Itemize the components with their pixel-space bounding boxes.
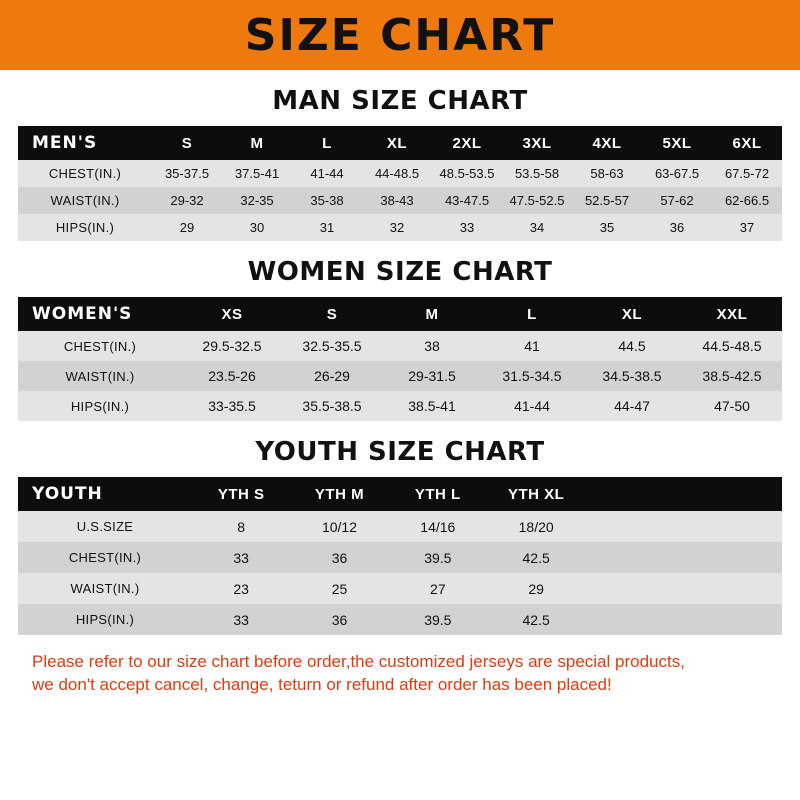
- men-col-5xl: 5XL: [642, 126, 712, 160]
- women-hips-s: 35.5-38.5: [282, 391, 382, 421]
- women-corner-label: WOMEN'S: [18, 297, 182, 331]
- page-banner: [0, 0, 800, 70]
- youth-chest-s: 33: [192, 542, 290, 573]
- men-chest-m: 37.5-41: [222, 160, 292, 187]
- youth-size-table: [18, 477, 782, 635]
- youth-corner-label: YOUTH: [18, 477, 192, 511]
- page-title: SIZE CHART: [244, 9, 556, 61]
- women-col-xl: XL: [582, 297, 682, 331]
- women-section-title: WOMEN SIZE CHART: [247, 257, 553, 287]
- men-col-6xl: 6XL: [712, 126, 782, 160]
- men-corner-label: MEN'S: [18, 126, 152, 160]
- women-col-s: S: [282, 297, 382, 331]
- women-chest-xxl: 44.5-48.5: [682, 331, 782, 361]
- men-chest-l: 41-44: [292, 160, 362, 187]
- men-chest-5xl: 63-67.5: [642, 160, 712, 187]
- men-size-table: [18, 126, 782, 241]
- table-row: [18, 542, 782, 573]
- table-row: [18, 187, 782, 214]
- youth-waist-m: 25: [290, 573, 388, 604]
- women-hips-xs: 33-35.5: [182, 391, 282, 421]
- men-waist-4xl: 52.5-57: [572, 187, 642, 214]
- women-col-xxl: XXL: [682, 297, 782, 331]
- women-row-label-waist: WAIST(IN.): [18, 361, 182, 391]
- youth-ussize-blank-2: [684, 511, 782, 542]
- youth-hips-m: 36: [290, 604, 388, 635]
- women-table-head: [18, 297, 782, 331]
- youth-chest-blank-2: [684, 542, 782, 573]
- men-waist-6xl: 62-66.5: [712, 187, 782, 214]
- women-col-m: M: [382, 297, 482, 331]
- men-hips-l: 31: [292, 214, 362, 241]
- women-chest-m: 38: [382, 331, 482, 361]
- men-col-4xl: 4XL: [572, 126, 642, 160]
- youth-hips-l: 39.5: [389, 604, 487, 635]
- order-notice-line-2: we don't accept cancel, change, teturn or refund after order has been placed!: [32, 674, 612, 694]
- men-table-head: [18, 126, 782, 160]
- men-waist-2xl: 43-47.5: [432, 187, 502, 214]
- youth-waist-blank-1: [585, 573, 683, 604]
- youth-col-blank-1: [585, 477, 683, 511]
- youth-col-blank-2: [684, 477, 782, 511]
- women-hips-m: 38.5-41: [382, 391, 482, 421]
- men-col-xl: XL: [362, 126, 432, 160]
- order-notice: [18, 651, 782, 697]
- youth-ussize-m: 10/12: [290, 511, 388, 542]
- table-row: [18, 331, 782, 361]
- women-hips-l: 41-44: [482, 391, 582, 421]
- women-row-label-chest: CHEST(IN.): [18, 331, 182, 361]
- men-chest-4xl: 58-63: [572, 160, 642, 187]
- youth-waist-xl: 29: [487, 573, 585, 604]
- men-chest-2xl: 48.5-53.5: [432, 160, 502, 187]
- men-waist-l: 35-38: [292, 187, 362, 214]
- women-table-body: [18, 331, 782, 421]
- women-chest-s: 32.5-35.5: [282, 331, 382, 361]
- men-waist-m: 32-35: [222, 187, 292, 214]
- men-hips-6xl: 37: [712, 214, 782, 241]
- men-chest-xl: 44-48.5: [362, 160, 432, 187]
- table-row: [18, 214, 782, 241]
- youth-hips-xl: 42.5: [487, 604, 585, 635]
- women-col-l: L: [482, 297, 582, 331]
- table-row: [18, 604, 782, 635]
- youth-table-head: [18, 477, 782, 511]
- men-col-3xl: 3XL: [502, 126, 572, 160]
- women-chest-xs: 29.5-32.5: [182, 331, 282, 361]
- men-waist-5xl: 57-62: [642, 187, 712, 214]
- youth-chest-xl: 42.5: [487, 542, 585, 573]
- women-chest-l: 41: [482, 331, 582, 361]
- youth-hips-blank-2: [684, 604, 782, 635]
- women-waist-xs: 23.5-26: [182, 361, 282, 391]
- youth-section-title: YOUTH SIZE CHART: [255, 437, 545, 467]
- men-hips-5xl: 36: [642, 214, 712, 241]
- order-notice-line-1: Please refer to our size chart before order,the customized jerseys are special products,: [32, 652, 685, 671]
- men-header-row: [18, 126, 782, 160]
- chart-content: [0, 86, 800, 697]
- women-waist-xxl: 38.5-42.5: [682, 361, 782, 391]
- men-waist-s: 29-32: [152, 187, 222, 214]
- men-row-label-waist: WAIST(IN.): [18, 187, 152, 214]
- youth-row-label-waist: WAIST(IN.): [18, 573, 192, 604]
- table-row: [18, 573, 782, 604]
- men-hips-4xl: 35: [572, 214, 642, 241]
- youth-row-label-hips: HIPS(IN.): [18, 604, 192, 635]
- youth-col-m: YTH M: [290, 477, 388, 511]
- women-waist-s: 26-29: [282, 361, 382, 391]
- youth-col-l: YTH L: [389, 477, 487, 511]
- men-waist-xl: 38-43: [362, 187, 432, 214]
- men-row-label-chest: CHEST(IN.): [18, 160, 152, 187]
- men-chest-3xl: 53.5-58: [502, 160, 572, 187]
- men-col-m: M: [222, 126, 292, 160]
- men-hips-m: 30: [222, 214, 292, 241]
- men-hips-3xl: 34: [502, 214, 572, 241]
- youth-ussize-l: 14/16: [389, 511, 487, 542]
- youth-row-label-ussize: U.S.SIZE: [18, 511, 192, 542]
- youth-chest-blank-1: [585, 542, 683, 573]
- youth-hips-blank-1: [585, 604, 683, 635]
- men-row-label-hips: HIPS(IN.): [18, 214, 152, 241]
- men-col-2xl: 2XL: [432, 126, 502, 160]
- youth-col-s: YTH S: [192, 477, 290, 511]
- men-hips-2xl: 33: [432, 214, 502, 241]
- youth-chest-m: 36: [290, 542, 388, 573]
- youth-ussize-s: 8: [192, 511, 290, 542]
- table-row: [18, 511, 782, 542]
- men-section-title: MAN SIZE CHART: [272, 86, 528, 116]
- table-row: [18, 160, 782, 187]
- women-chest-xl: 44.5: [582, 331, 682, 361]
- women-waist-l: 31.5-34.5: [482, 361, 582, 391]
- women-waist-m: 29-31.5: [382, 361, 482, 391]
- women-row-label-hips: HIPS(IN.): [18, 391, 182, 421]
- women-header-row: [18, 297, 782, 331]
- women-col-xs: XS: [182, 297, 282, 331]
- table-row: [18, 391, 782, 421]
- men-chest-s: 35-37.5: [152, 160, 222, 187]
- women-waist-xl: 34.5-38.5: [582, 361, 682, 391]
- youth-waist-l: 27: [389, 573, 487, 604]
- youth-ussize-xl: 18/20: [487, 511, 585, 542]
- table-row: [18, 361, 782, 391]
- youth-row-label-chest: CHEST(IN.): [18, 542, 192, 573]
- youth-ussize-blank-1: [585, 511, 683, 542]
- men-waist-3xl: 47.5-52.5: [502, 187, 572, 214]
- women-hips-xxl: 47-50: [682, 391, 782, 421]
- youth-hips-s: 33: [192, 604, 290, 635]
- youth-header-row: [18, 477, 782, 511]
- men-chest-6xl: 67.5-72: [712, 160, 782, 187]
- women-size-table: [18, 297, 782, 421]
- youth-chest-l: 39.5: [389, 542, 487, 573]
- men-hips-xl: 32: [362, 214, 432, 241]
- women-hips-xl: 44-47: [582, 391, 682, 421]
- youth-col-xl: YTH XL: [487, 477, 585, 511]
- youth-waist-blank-2: [684, 573, 782, 604]
- men-col-l: L: [292, 126, 362, 160]
- youth-table-body: [18, 511, 782, 635]
- youth-waist-s: 23: [192, 573, 290, 604]
- men-table-body: [18, 160, 782, 241]
- men-hips-s: 29: [152, 214, 222, 241]
- men-col-s: S: [152, 126, 222, 160]
